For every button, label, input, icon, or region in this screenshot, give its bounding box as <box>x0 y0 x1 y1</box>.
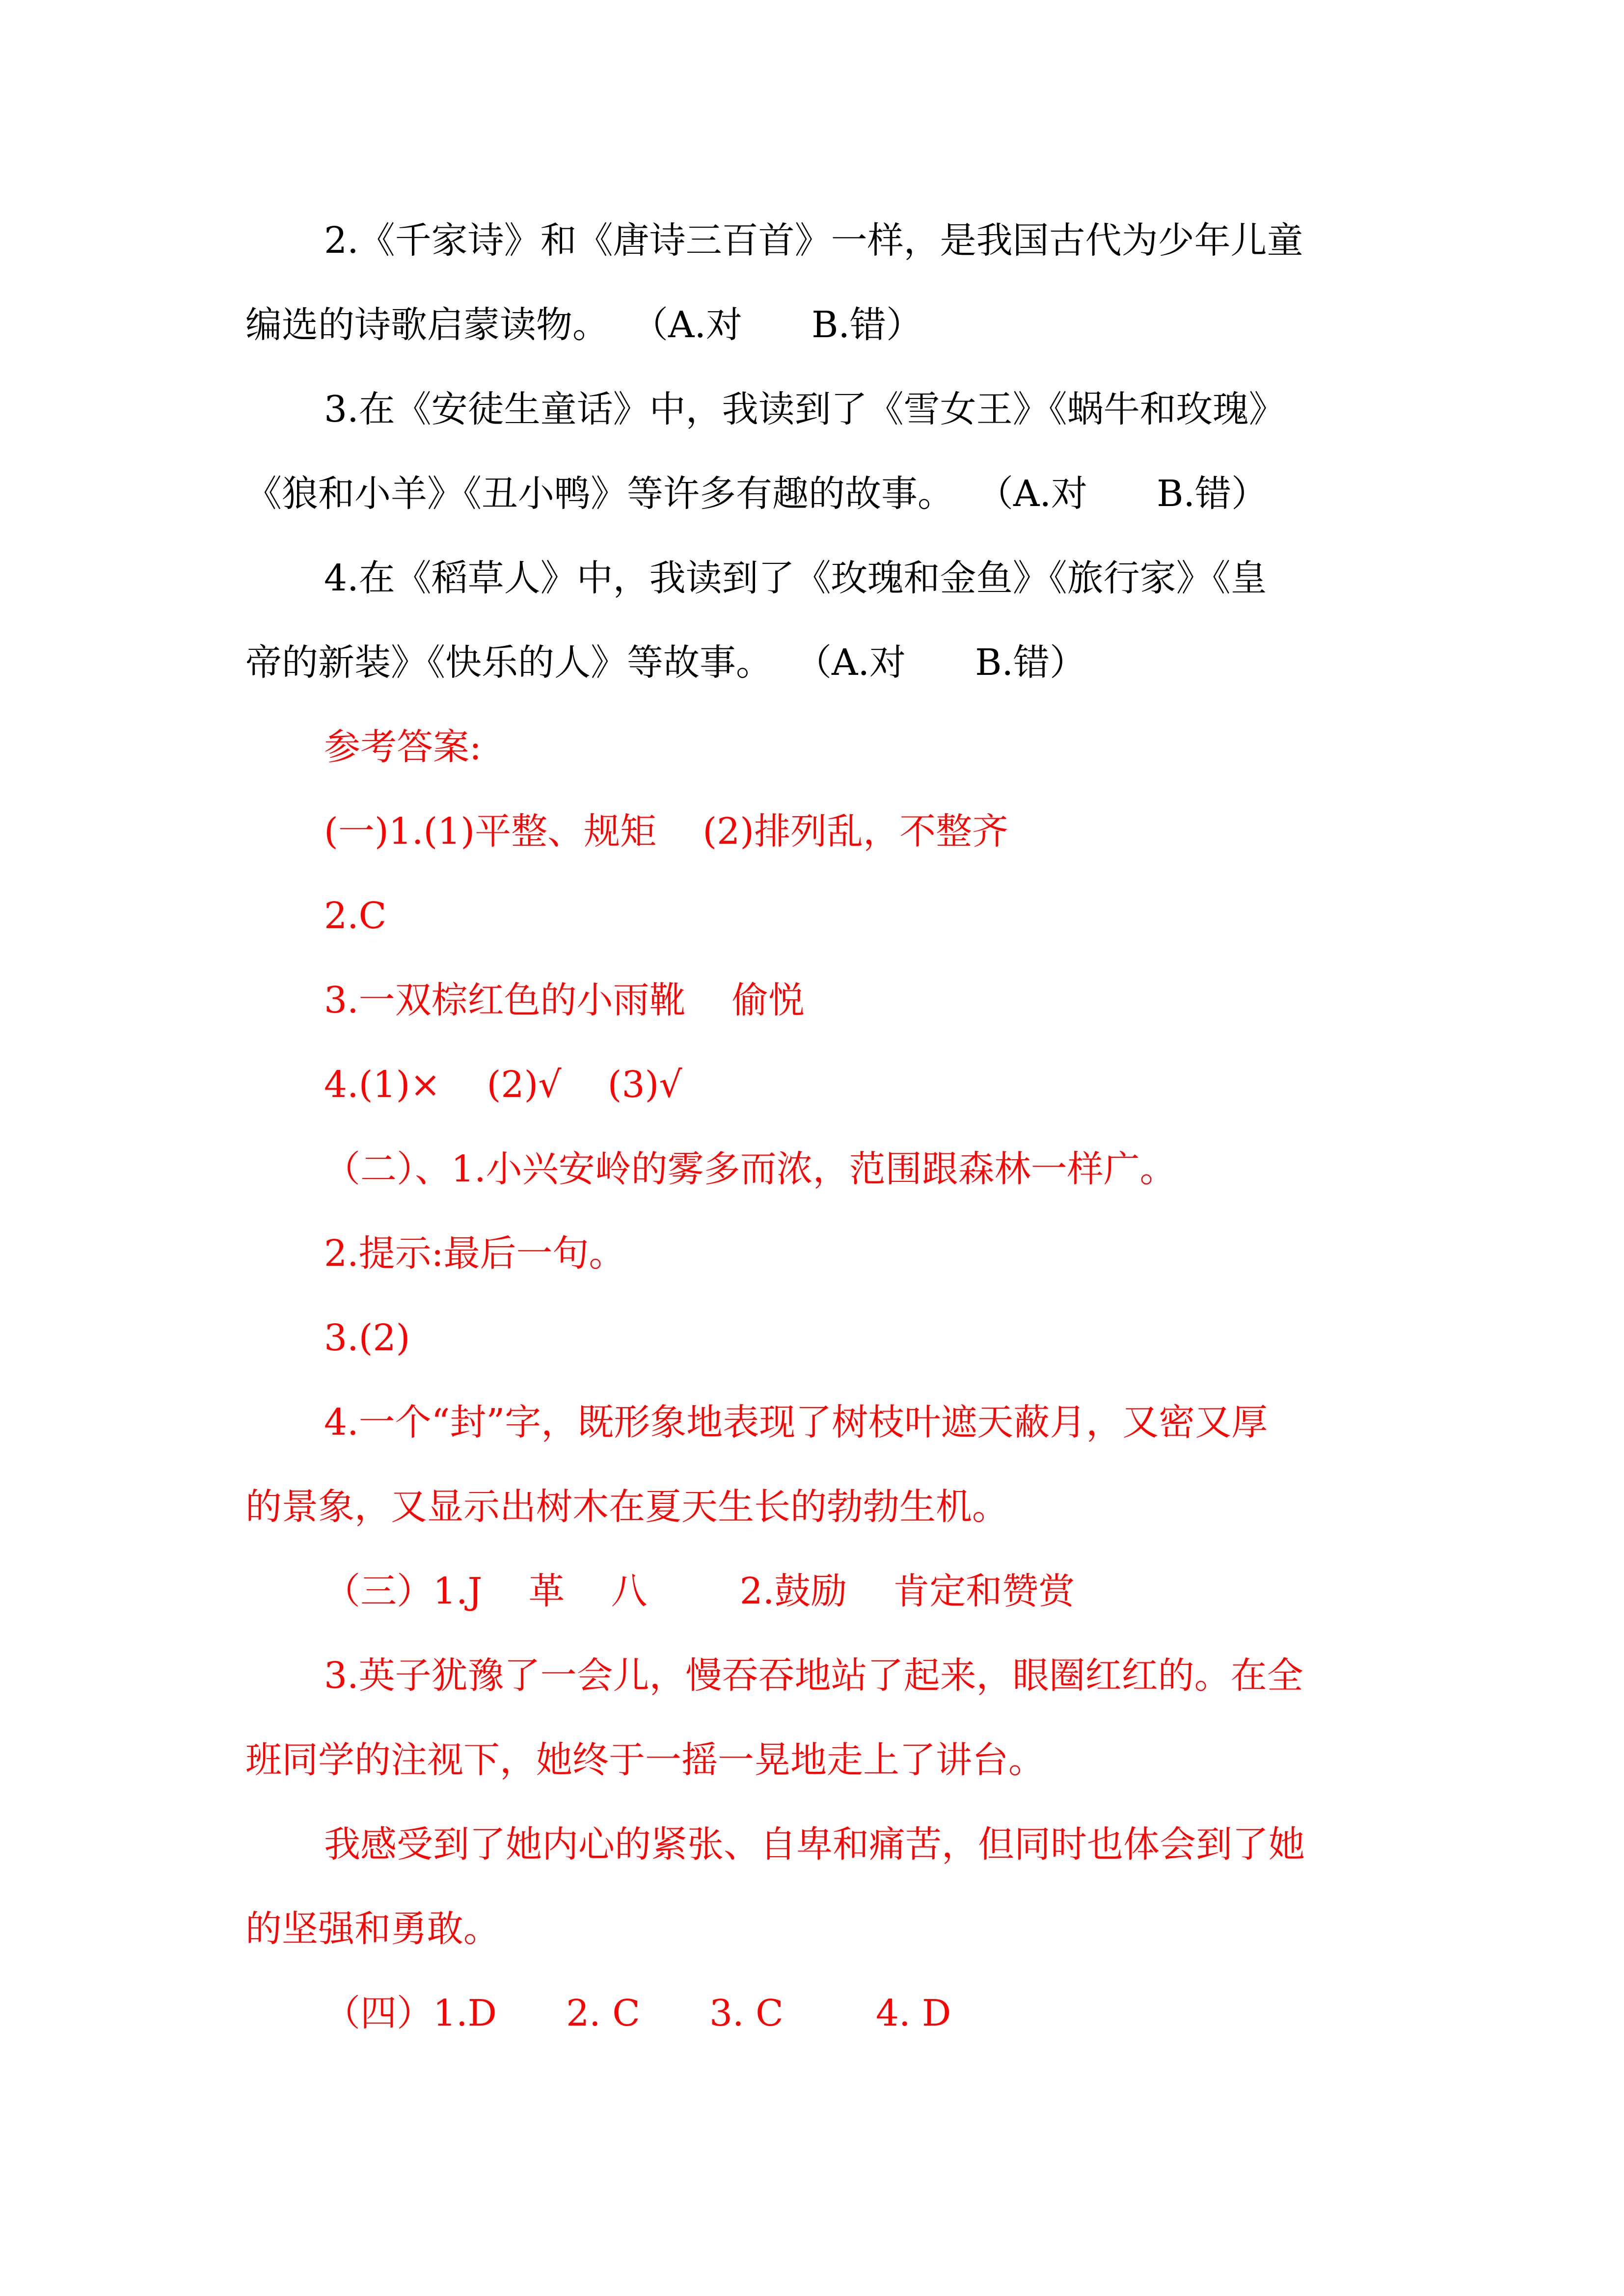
question-2-line-1: 2.《千家诗》和《唐诗三百首》一样，是我国古代为少年儿童 <box>324 219 1303 262</box>
question-3-line-2: 《狼和小羊》《丑小鸭》等许多有趣的故事。 （A.对 B.错） <box>245 473 1268 515</box>
answer-section-2-item-4-line-1: 4.一个“封”字，既形象地表现了树枝叶遮天蔽月，又密又厚 <box>324 1401 1268 1443</box>
question-4-line-2: 帝的新装》《快乐的人》等故事。 （A.对 B.错） <box>245 641 1086 684</box>
answer-section-1-item-2: 2.C <box>324 895 387 937</box>
answer-heading: 参考答案: <box>324 726 482 768</box>
answer-section-3-items-1-2: （三）1.J 革 八 2.鼓励 肯定和赞赏 <box>324 1570 1075 1612</box>
answer-section-4-items: （四）1.D 2. C 3. C 4. D <box>324 1992 951 2034</box>
answer-section-2-item-3: 3.(2) <box>324 1317 410 1359</box>
question-3-line-1: 3.在《安徒生童话》中，我读到了《雪女王》《蜗牛和玫瑰》 <box>324 388 1285 430</box>
question-2-line-2: 编选的诗歌启蒙读物。 （A.对 B.错） <box>245 304 923 346</box>
answer-section-3-paragraph-line-1: 我感受到了她内心的紧张、自卑和痛苦，但同时也体会到了她 <box>324 1823 1305 1866</box>
answer-section-2-item-1: （二）、1.小兴安岭的雾多而浓，范围跟森林一样广。 <box>324 1148 1176 1190</box>
answer-section-1-item-4: 4.(1)× (2)√ (3)√ <box>324 1064 682 1106</box>
question-4-line-1: 4.在《稻草人》中，我读到了《玫瑰和金鱼》《旅行家》《皇 <box>324 557 1267 599</box>
answer-section-1-item-3: 3.一双棕红色的小雨靴 偷悦 <box>324 979 805 1021</box>
answer-section-2-item-4-line-2: 的景象，又显示出树木在夏天生长的勃勃生机。 <box>245 1486 1008 1528</box>
answer-section-1-item-1: (一)1.(1)平整、规矩 (2)排列乱，不整齐 <box>324 810 1009 853</box>
answer-section-3-item-3-line-1: 3.英子犹豫了一会儿，慢吞吞地站了起来，眼圈红红的。在全 <box>324 1655 1303 1697</box>
answer-section-3-item-3-line-2: 班同学的注视下，她终于一摇一晃地走上了讲台。 <box>245 1739 1045 1781</box>
answer-section-2-item-2: 2.提示:最后一句。 <box>324 1232 625 1275</box>
answer-section-3-paragraph-line-2: 的坚强和勇敢。 <box>245 1908 500 1950</box>
